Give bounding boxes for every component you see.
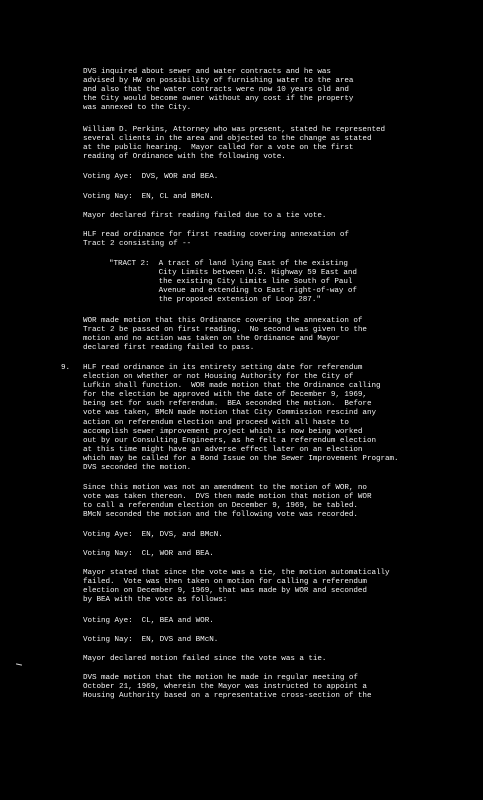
vote-aye-line-3: Voting Aye: CL, BEA and WOR. [83,617,214,625]
paragraph-tie-vote-failed: Mayor stated that since the vote was a tie, the motion automatically failed. Vote was then taken on motion for calling a referendum election on December 9, 1969, that was made by WOR and seconded by BEA with the vote as follows: [83,569,390,605]
paragraph-motion-failed: Mayor declared motion failed since the vote was a tie. [83,655,327,663]
vote-aye-line: Voting Aye: DVS, WOR and BEA. [83,173,219,181]
vote-nay-line: Voting Nay: EN, CL and BMcN. [83,193,214,201]
paragraph-sewer-water-contracts: DVS inquired about sewer and water contracts and he was advised by HW on possibility of furnishing water to the area and also that the water contracts were now 10 years old and the City would become owner without any cost if the property was annexed to the City. [83,68,354,113]
item-number: 9. [61,364,71,372]
tract-2-description: "TRACT 2: A tract of land lying East of the existing City Limits between U.S. Highway 59 East and the existing City Limits line South of Paul Avenue and extending to East right-of-way of the proposed extension of Loop 287." [109,260,357,305]
paragraph-first-reading-failed: Mayor declared first reading failed due to a tie vote. [83,212,327,220]
vote-nay-line-2: Voting Nay: CL, WOR and BEA. [83,550,214,558]
vote-nay-line-3: Voting Nay: EN, DVS and BMcN. [83,636,219,644]
paragraph-tract2-reading: HLF read ordinance for first reading covering annexation of Tract 2 consisting of -- [83,231,349,249]
paragraph-referendum-ordinance: HLF read ordinance in its entirety setting date for referendum election on whether or not Housing Authority for the City of Lufkin shall function. WOR made motion that the Ordinance calling for the election be approved with the date of December 9, 1969, being set for such referendum. BEA seconded the motion. Before vote was taken, BMcN made motion that City Commission rescind any action on referendum election and proceed with all haste to accomplish sewer improvement project which is now being worked out by our Consulting Engineers, as he felt a referendum election at this time might have an adverse effect later on an election which may be called for a Bond Issue on the Sewer Improvement Program. DVS seconded the motion. [83,364,399,473]
paragraph-perkins-statement: William D. Perkins, Attorney who was present, stated he represented several clients in the area and objected to the change as stated at the public hearing. Mayor called for a vote on the first reading of Ordinance with the following vote. [83,126,385,162]
vote-aye-line-2: Voting Aye: EN, DVS, and BMcN. [83,531,223,539]
paragraph-housing-authority: DVS made motion that the motion he made in regular meeting of October 21, 1969, wherein the Mayor was instructed to appoint a Housing Authority based on a representative cross-section of the [83,674,372,701]
paragraph-wor-motion-tract2: WOR made motion that this Ordinance covering the annexation of Tract 2 be passed on first reading. No second was given to the motion and no action was taken on the Ordinance and Mayor declared first reading failed to pass. [83,317,367,353]
paragraph-tabling-motion: Since this motion was not an amendment to the motion of WOR, no vote was taken thereon. DVS then made motion that motion of WOR to call a referendum election on December 9, 1969, be tabled. BMcN seconded the motion and the following vote was recorded. [83,484,372,520]
margin-mark [16,663,22,665]
